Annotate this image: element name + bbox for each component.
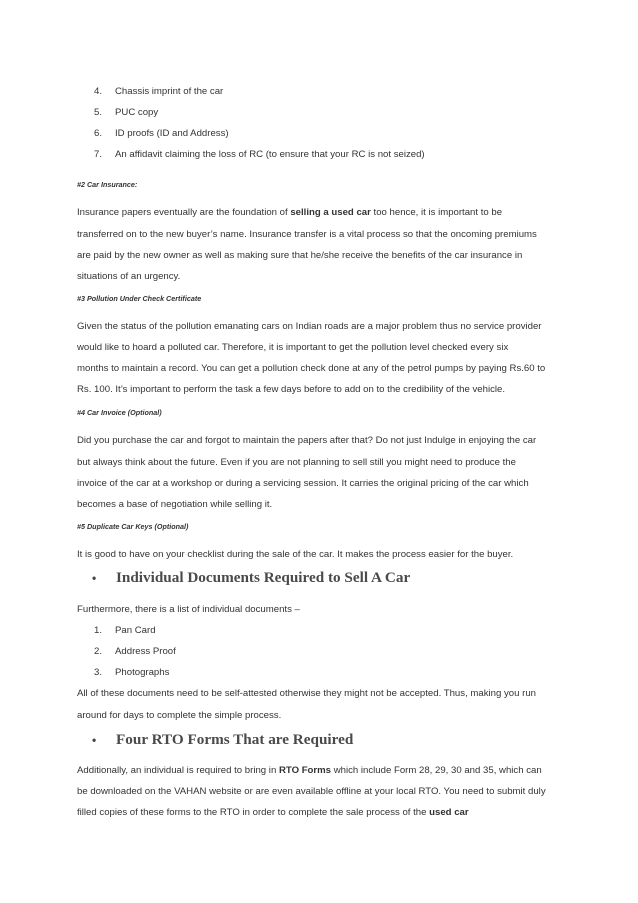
paragraph-line: Additionally, an individual is required to bring in RTO Forms which include Form 28, 29, 30 and 35, which can xyxy=(77,765,542,776)
link-used-car[interactable]: used car xyxy=(429,807,469,818)
paragraph-line: but always think about the future. Even if you are not planning to sell still you might need to produce the xyxy=(77,457,516,468)
list-text: Chassis imprint of the car xyxy=(115,86,224,97)
link-rto-forms[interactable]: RTO Forms xyxy=(278,765,332,776)
paragraph-line: months to maintain a record. You can get a pollution check done at any of the petrol pumps by paying Rs.60 to xyxy=(77,363,546,374)
paragraph-line: are paid by the new owner as well as making sure that he/she receive the benefits of the car insurance in xyxy=(77,250,523,261)
section-heading-keys: #5 Duplicate Car Keys (Optional) xyxy=(77,522,189,531)
paragraph-line: Did you purchase the car and forgot to maintain the papers after that? Do not just Indulge in enjoying the car xyxy=(77,435,537,446)
bullet-icon: • xyxy=(92,733,97,747)
document-page: 4. Chassis imprint of the car 5. PUC copy 6. ID proofs (ID and Address) 7. An affidavit claiming the loss of RC (to ensure that your RC is not seized) #2 Car Insurance: Insurance papers eventually are the foundation of selling a used car too hence, it is important to be transferred on to the new buyer’s name. Insurance transfer is a vital process so that the oncoming premiums are paid by the new owner as well as making sure that he/she receive the benefits of the car insurance in situations of an urgency. #3 Pollution Under Check Certificate Given the status of the pollution emanating cars on Indian roads are a major problem thus no service provider would like to hoard a polluted car. Therefore, it is important to get the pollution level checked every six months to maintain a record. You can get a pollution check done at any of the petrol pumps by paying Rs.60 to Rs. 100. It’s important to perform the task a few days before to add on to the credibility of the vehicle. #4 Car Invoice (Optional) Did you purchase the car and forgot to maintain the papers after that? Do not just Indulge in enjoying the car but always think about the future. Even if you are not planning to sell still you might need to produce the invoice of the car at a workshop or during a servicing session. It carries the original pricing of the car which becomes a base of negotiation while selling it. #5 Duplicate Car Keys (Optional) It is good to have on your checklist during the sale of the car. It makes the process easier for the buyer. • Individual Documents Required to Sell A Car Furthermore, there is a list of individual documents – 1. Pan Card 2. Address Proof 3. Photographs All of these documents need to be self-attested otherwise they might not be accepted. Thus, making you run around for days to complete the simple process. • Four RTO Forms That are Required Additionally, an individual is required to bring in RTO Forms which include Form 28, 29, 30 and 35, which can be downloaded on the VAHAN website or are even available offline at your local RTO. You need to submit duly filled copies of these forms to the RTO in order to complete the sale process of the used car xyxy=(0,0,638,903)
paragraph-line: filled copies of these forms to the RTO in order to complete the sale process of the used car xyxy=(77,807,469,818)
list-number: 2. xyxy=(94,646,103,657)
paragraph-line: It is good to have on your checklist during the sale of the car. It makes the process easier for the buyer. xyxy=(77,549,514,560)
bullet-icon: • xyxy=(92,571,97,585)
paragraph-line: All of these documents need to be self-attested otherwise they might not be accepted. Thus, making you run xyxy=(77,688,536,699)
list-text: PUC copy xyxy=(115,107,159,118)
paragraph-line: Insurance papers eventually are the foundation of selling a used car too hence, it is important to be xyxy=(77,207,503,218)
list-number: 1. xyxy=(94,625,103,636)
list-number: 3. xyxy=(94,667,103,678)
section-heading-insurance: #2 Car Insurance: xyxy=(77,180,138,189)
list-number: 5. xyxy=(94,107,103,118)
section-heading-puc: #3 Pollution Under Check Certificate xyxy=(77,294,202,303)
paragraph-line: be downloaded on the VAHAN website or are even available offline at your local RTO. You need to submit duly xyxy=(77,786,546,797)
paragraph-line: transferred on to the new buyer’s name. Insurance transfer is a vital process so that the oncoming premiums xyxy=(77,229,537,240)
paragraph-line: invoice of the car at a workshop or during a servicing session. It carries the original pricing of the car which xyxy=(77,478,529,489)
paragraph-line: Furthermore, there is a list of individual documents – xyxy=(77,604,300,615)
list-number: 6. xyxy=(94,128,103,139)
section-heading-invoice: #4 Car Invoice (Optional) xyxy=(77,408,162,417)
paragraph-line: Rs. 100. It’s important to perform the task a few days before to add on to the credibility of the vehicle. xyxy=(77,384,506,395)
paragraph-line: Given the status of the pollution emanating cars on Indian roads are a major problem thus no service provider xyxy=(77,321,542,332)
list-text: ID proofs (ID and Address) xyxy=(115,128,229,139)
paragraph-line: around for days to complete the simple process. xyxy=(77,710,282,721)
link-selling-used-car[interactable]: selling a used car xyxy=(290,207,371,218)
list-number: 7. xyxy=(94,149,103,160)
list-number: 4. xyxy=(94,86,103,97)
paragraph-line: becomes a base of negotiation while selling it. xyxy=(77,499,273,510)
list-text: Photographs xyxy=(115,667,170,678)
paragraph-line: would like to hoard a polluted car. Therefore, it is important to get the pollution level checked every six xyxy=(77,342,509,353)
list-text: Pan Card xyxy=(115,625,156,636)
paragraph-line: situations of an urgency. xyxy=(77,271,181,282)
list-text: An affidavit claiming the loss of RC (to ensure that your RC is not seized) xyxy=(115,149,425,160)
list-text: Address Proof xyxy=(115,646,176,657)
